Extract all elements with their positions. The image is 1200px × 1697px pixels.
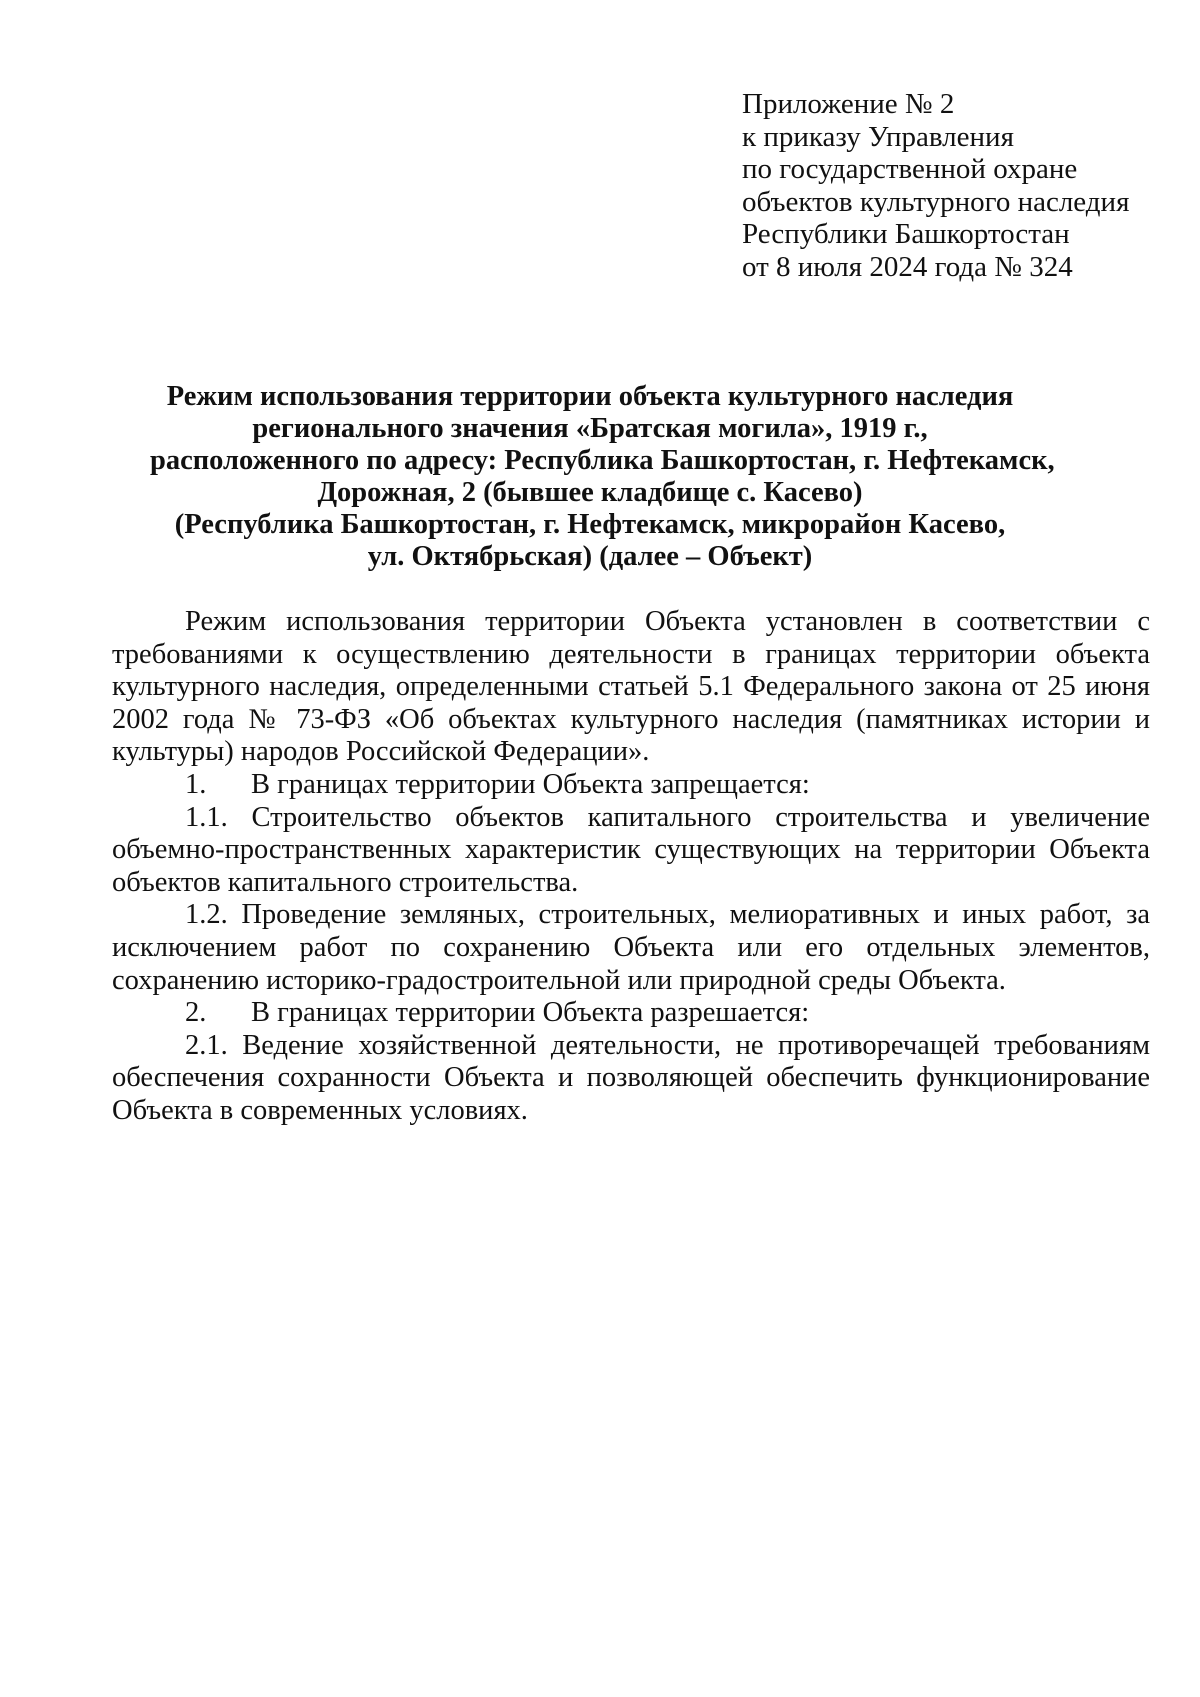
appendix-line: Республики Башкортостан [742, 218, 1070, 250]
document-body [112, 606, 1150, 1128]
appendix-line: от 8 июля 2024 года № 324 [742, 250, 1073, 283]
item-1 [112, 769, 1150, 802]
title-line: Дорожная, 2 (бывшее кладбище с. Касево) [317, 477, 863, 508]
appendix-block [742, 88, 1172, 283]
appendix-line: Приложение № 2 [742, 88, 955, 120]
item-1-text: В границах территории Объекта запрещается: [251, 768, 810, 800]
item-1-2: 1.2. Проведение земляных, строительных, мелиоративных и иных работ, за исключением работ по сохранению Объекта или его отдельных элементов, сохранению историко-градостроительной или природной среды Объекта. [112, 899, 1150, 996]
appendix-line: по государственной охране [742, 153, 1078, 185]
item-2-1: 2.1. Ведение хозяйственной деятельности, не противоречащей требованиям обеспечения сохранности Объекта и позволяющей обеспечить функционирование Объекта в современных условиях. [112, 1029, 1150, 1126]
appendix-line: к приказу Управления [742, 120, 1014, 153]
title-line: расположенного по адресу: Республика Башкортостан, г. Нефтекамск, [150, 445, 1055, 476]
appendix-line: объектов культурного наследия [742, 185, 1130, 218]
item-1-number: 1. [185, 768, 207, 800]
item-2 [112, 997, 1150, 1030]
document-title [150, 381, 1055, 573]
item-2-number: 2. [185, 997, 207, 1029]
item-2-text: В границах территории Объекта разрешается: [251, 997, 810, 1029]
intro-paragraph: Режим использования территории Объекта установлен в соответствии с требованиями к осуществлению деятельности в границах территории объекта культурного наследия, определенными статьей 5.1 Федерального закона от 25 июня 2002 года № 73-ФЗ «Об объектах культурного наследия (памятниках истории и культуры) народов Российской Федерации». [112, 606, 1150, 768]
title-line: Режим использования территории объекта культурного наследия [166, 381, 1014, 412]
title-line: (Республика Башкортостан, г. Нефтекамск, микрорайон Касево, [174, 509, 1006, 540]
title-line: ул. Октябрьская) (далее – Объект) [367, 541, 813, 572]
item-1-1: 1.1. Строительство объектов капитального строительства и увеличение объемно-пространственных характеристик существующих на территории Объекта объектов капитального строительства. [112, 801, 1150, 898]
title-line: регионального значения «Братская могила», 1919 г., [252, 413, 928, 444]
